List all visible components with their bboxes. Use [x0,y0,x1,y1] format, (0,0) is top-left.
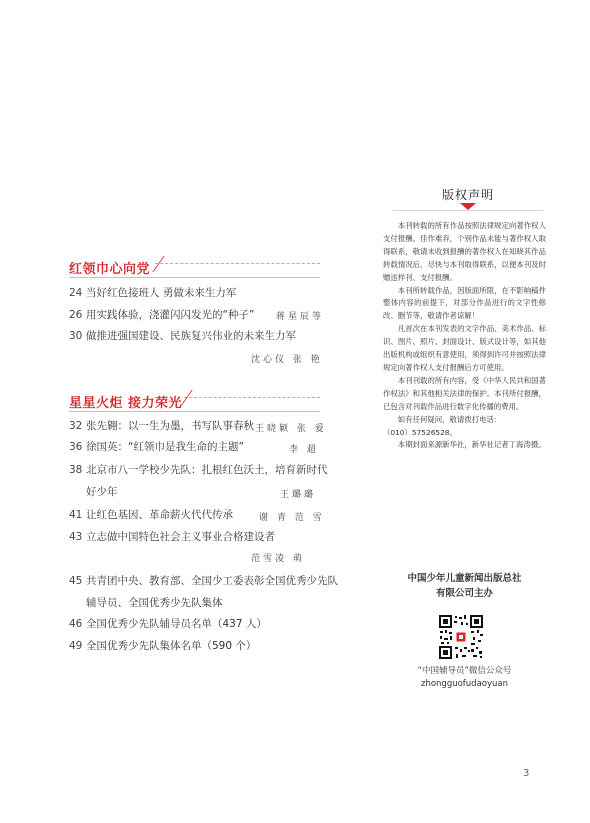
section-underline-1 [69,277,320,278]
section-divider-1 [155,263,320,264]
publisher-line: 有限公司主办 [435,588,493,599]
toc-entry[interactable]: 49 全国优秀少先队集体名单（590 个） [69,640,257,652]
section-title-1: 红领巾心向党 [69,262,151,277]
copyright-paragraph: 如有任何疑问，敬请拨打电话： [397,414,502,424]
copyright-paragraph: 本期封面来源新华社，新华社记者丁海涛摄。 [397,440,546,450]
qr-code-icon[interactable] [438,614,484,660]
toc-entry-continued[interactable]: 辅导员、全国优秀少先队集体 [86,597,223,609]
publisher-line: 中国少年儿童新闻出版总社 [407,573,522,584]
toc-author: 王晓颖 张 爱 [255,424,327,434]
toc-entry[interactable]: 24 当好红色接班人 勇做未来生力军 [69,287,237,299]
toc-author: 范雪凌 萌 [251,554,305,564]
page-number: 3 [523,768,530,779]
phone-number: （010）57526528。 [383,427,457,437]
wechat-caption: “中国辅导员”微信公众号 [417,666,512,676]
toc-entry-continued[interactable]: 好少年 [86,486,118,498]
copyright-body [383,220,546,452]
toc-entry[interactable]: 45 共青团中央、教育部、全国少工委表彰全国优秀少先队 [69,575,338,587]
toc-entry[interactable]: 46 全国优秀少先队辅导员名单（437 人） [69,618,267,630]
toc-entry[interactable]: 41 让红色基因、革命薪火代代传承 [69,509,233,521]
copyright-paragraph: 本刊所转载作品，因版面所限，在不影响稿件整体内容的前提下，对部分作品进行的文字性修改、删节等，敬请作者谅解！ [383,285,546,321]
title-marker-triangle-icon [460,203,476,210]
copyright-title: 版权声明 [441,188,494,202]
toc-author: 沈心仪 张 艳 [251,355,323,365]
toc-author: 蒋星辰等 [276,312,325,322]
toc-entry[interactable]: 43 立志做中国特色社会主义事业合格建设者 [69,531,275,543]
toc-author: 谢 青 范 雪 [259,513,325,523]
toc-author: 王璐璐 [280,490,317,500]
section-slash-1 [152,256,164,272]
copyright-paragraph: 本刊转载的所有作品按照法律规定向著作权人支付报酬。佳作难弃，个别作品未能与著作权人取得联系，敬请未收到报酬的著作权人在知晓其作品转载情况后，尽快与本刊取得联系，以便本刊及时赠送样刊、支付报酬。 [383,221,546,282]
copyright-paragraph: 本刊刊载的所有内容，受《中华人民共和国著作权法》和其他相关法律的保护。本刊所付报酬，已包含对刊载作品进行数字化传播的费用。 [383,375,546,411]
toc-entry[interactable]: 30 做推进强国建设、民族复兴伟业的未来生力军 [69,330,296,342]
wechat-account: zhongguofudaoyuan [420,679,508,689]
toc-author: 李 超 [289,445,319,455]
copyright-rule [393,210,543,211]
toc-entry[interactable]: 38 北京市八一学校少先队：扎根红色沃土，培育新时代 [69,464,328,476]
section-slash-2 [180,390,192,406]
section-title-2: 星星火炬 接力荣光 [69,396,183,411]
copyright-paragraph: 凡首次在本刊发表的文字作品、美术作品、标识、图片、照片、封面设计、版式设计等，如其他出版机构或组织有意使用，须得到许可并按照法律规定向著作权人支付报酬后方可使用。 [383,324,546,372]
toc-entry[interactable]: 32 张先翱：以一生为墨，书写队事春秋 [69,420,254,432]
section-divider-2 [184,397,320,398]
publisher-info [383,571,546,601]
section-underline-2 [69,411,320,412]
toc-entry[interactable]: 36 徐国英：“红领巾是我生命的主题” [69,441,244,453]
toc-entry[interactable]: 26 用实践体验，浇灌闪闪发光的“种子” [69,309,255,321]
